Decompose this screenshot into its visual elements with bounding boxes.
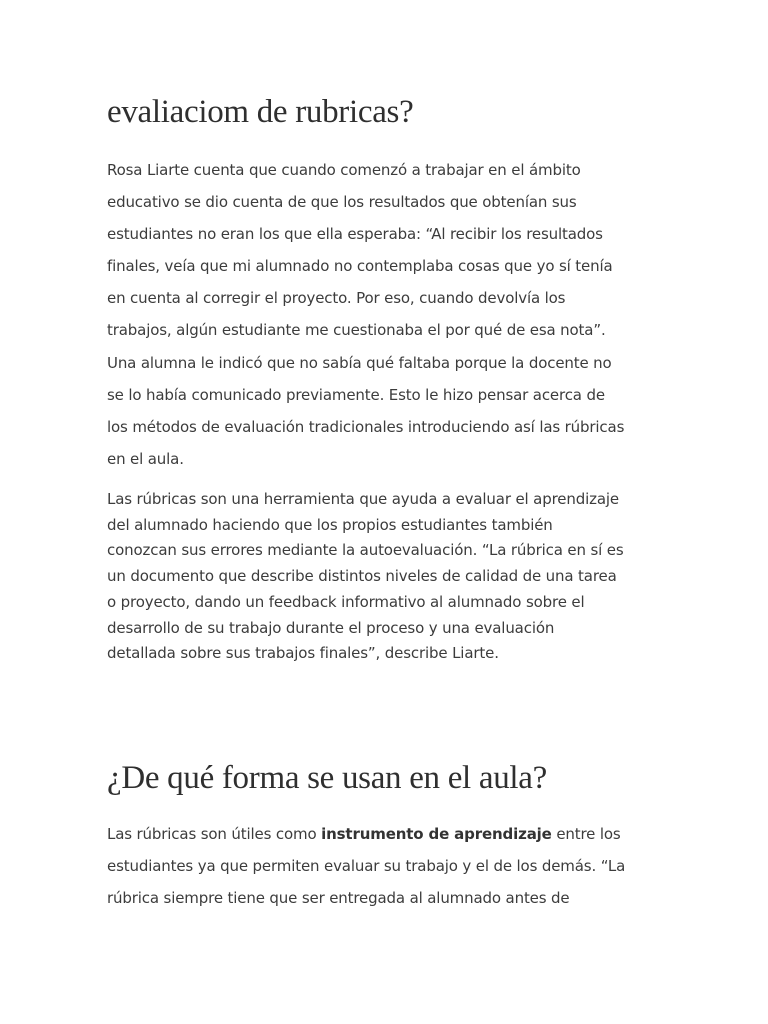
paragraph-line: un documento que describe distintos niveles de calidad de una tarea	[107, 567, 617, 586]
article-heading-2: ¿De qué forma se usan en el aula?	[107, 760, 547, 796]
bold-term: instrumento de aprendizaje	[321, 825, 552, 843]
paragraph-line: los métodos de evaluación tradicionales introduciendo así las rúbricas	[107, 417, 625, 436]
paragraph-line: o proyecto, dando un feedback informativo al alumnado sobre el	[107, 592, 585, 611]
paragraph-line: estudiantes ya que permiten evaluar su trabajo y el de los demás. “La	[107, 857, 626, 876]
paragraph-text: Las rúbricas son útiles como	[107, 825, 322, 843]
paragraph-line: se lo había comunicado previamente. Esto le hizo pensar acerca de	[107, 385, 605, 404]
paragraph-line: detallada sobre sus trabajos finales”, describe Liarte.	[107, 644, 499, 663]
paragraph-line: en cuenta al corregir el proyecto. Por eso, cuando devolvía los	[107, 289, 566, 308]
paragraph-line: rúbrica siempre tiene que ser entregada al alumnado antes de	[107, 889, 570, 908]
paragraph-line: Las rúbricas son una herramienta que ayuda a evaluar el aprendizaje	[107, 490, 619, 508]
paragraph-line: educativo se dio cuenta de que los resultados que obtenían sus	[107, 193, 577, 212]
paragraph-line: Rosa Liarte cuenta que cuando comenzó a trabajar en el ámbito	[107, 161, 581, 179]
paragraph-line: Una alumna le indicó que no sabía qué faltaba porque la docente no	[107, 353, 612, 372]
article-paragraph-1	[107, 154, 667, 475]
paragraph-line: conozcan sus errores mediante la autoevaluación. “La rúbrica en sí es	[107, 541, 624, 560]
paragraph-line: trabajos, algún estudiante me cuestionaba el por qué de esa nota”.	[107, 321, 606, 340]
article-paragraph-3	[107, 818, 667, 914]
paragraph-line: en el aula.	[107, 449, 184, 468]
article-heading-1: evaliaciom de rubricas?	[107, 94, 414, 130]
paragraph-line: estudiantes no eran los que ella esperaba: “Al recibir los resultados	[107, 225, 603, 244]
paragraph-line: finales, veía que mi alumnado no contemplaba cosas que yo sí tenía	[107, 257, 613, 276]
paragraph-line	[107, 818, 667, 850]
paragraph-line: del alumnado haciendo que los propios estudiantes también	[107, 515, 553, 534]
paragraph-line: desarrollo de su trabajo durante el proceso y una evaluación	[107, 618, 555, 637]
paragraph-text: entre los	[551, 825, 621, 843]
article-paragraph-2	[107, 487, 667, 667]
